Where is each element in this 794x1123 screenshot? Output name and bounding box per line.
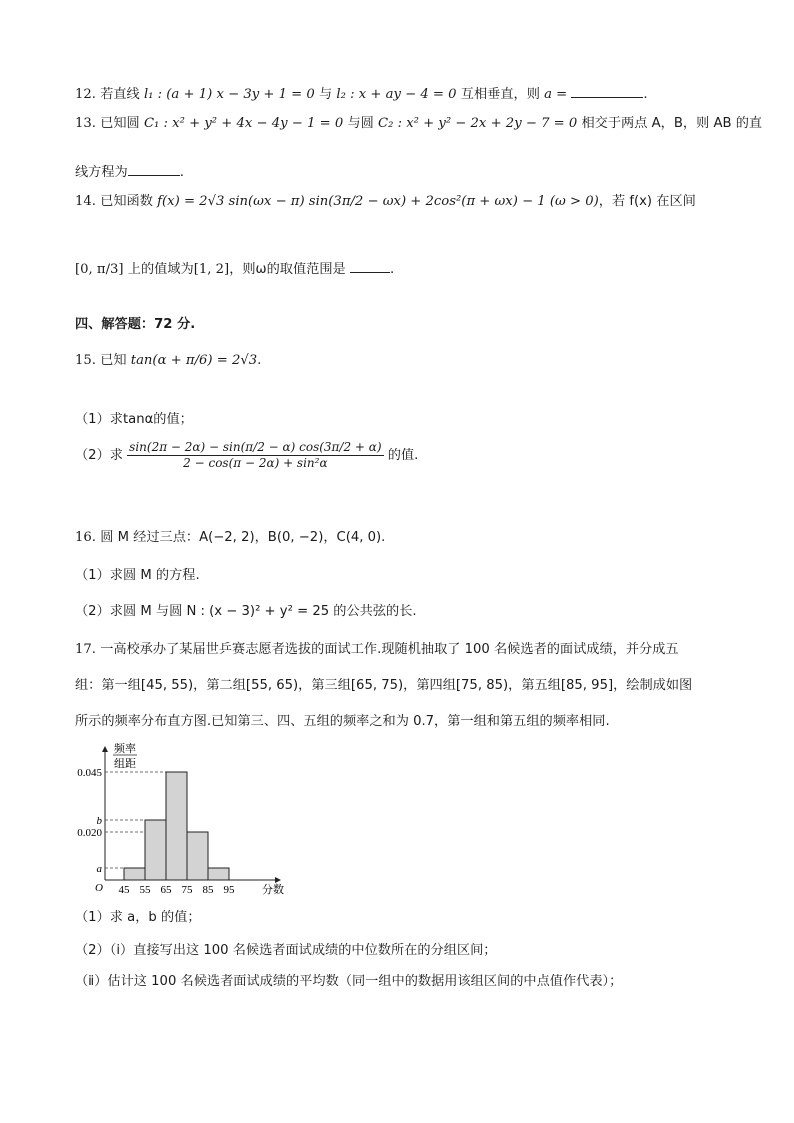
y-axis-arrow: [102, 746, 108, 752]
x-tick-label: 75: [181, 884, 193, 896]
histogram-bar: [124, 868, 145, 880]
answer-blank[interactable]: [128, 163, 180, 176]
q-text: 已知: [100, 353, 127, 368]
origin-label: O: [95, 882, 103, 894]
punct: .: [389, 262, 395, 277]
math-expression: l₁ : (a + 1) x − 3y + 1 = 0: [143, 87, 315, 102]
q-text: 与: [319, 87, 333, 102]
question-13: [75, 115, 762, 133]
q-text: 已知圆: [100, 116, 140, 131]
answer-blank[interactable]: [350, 260, 390, 273]
y-tick-label: a: [96, 863, 102, 875]
q17-line2: 组：第一组[45, 55)，第二组[55, 65)，第三组[65, 75)，第四组[75, 85)，第五组[85, 95]，绘制成如图: [75, 678, 693, 693]
q-text: 相交于两点 A，B，则 AB 的直: [581, 116, 763, 131]
x-tick-label: 95: [223, 884, 235, 896]
q-text: ，则ω的取值范围是: [229, 262, 346, 277]
x-axis-label: 分数: [262, 884, 284, 896]
q16-part2: （2）求圆 M 与圆 N : (x − 3)² + y² = 25 的公共弦的长.: [75, 604, 417, 619]
q17-part2i: （2）（ⅰ）直接写出这 100 名候选者面试成绩的中位数所在的分组区间；: [75, 943, 497, 958]
math-expression: C₂ : x² + y² − 2x + 2y − 7 = 0: [378, 116, 578, 131]
math-expression: tan(α + π/6) = 2√3: [130, 353, 258, 368]
frequency-histogram: [70, 740, 300, 900]
q-text: 若直线: [100, 87, 140, 102]
question-15: [75, 352, 261, 370]
y-tick-label: 0.020: [77, 827, 102, 839]
q-number: 13.: [75, 116, 96, 131]
math-expression: [0, π/3]: [75, 262, 124, 277]
x-tick-label: 65: [160, 884, 172, 896]
q-text: （2）求: [75, 448, 123, 463]
math-expression: C₁ : x² + y² + 4x − 4y − 1 = 0: [143, 116, 344, 131]
question-16: [75, 529, 385, 547]
q-text: 互相垂直，则: [460, 87, 540, 102]
y-axis-label-top: 频率: [114, 743, 136, 755]
question-12: [75, 85, 648, 104]
punct: .: [257, 353, 262, 368]
q-text: 一高校承办了某届世乒赛志愿者选拔的面试工作.现随机抽取了 100 名候选者的面试成绩，并分成五: [100, 642, 679, 657]
q17-part2ii: （ⅱ）估计这 100 名候选者面试成绩的平均数（同一组中的数据用该组区间的中点值作代表）；: [75, 974, 623, 989]
y-axis-label-bottom: 组距: [114, 758, 136, 770]
x-tick-label: 85: [202, 884, 214, 896]
q-text: 上的值域为: [127, 262, 194, 277]
fraction-numerator: sin(2π − 2α) − sin(π/2 − α) cos(3π/2 + α): [129, 440, 382, 454]
q-text: 与圆: [347, 116, 374, 131]
q-text: 已知函数: [100, 194, 153, 209]
q-text: 线方程为: [75, 165, 128, 180]
histogram-bar: [145, 820, 166, 880]
question-17: [75, 641, 679, 659]
fraction: [127, 440, 383, 471]
x-tick-label: 55: [139, 884, 151, 896]
q-number: 15.: [75, 353, 96, 368]
question-14: [75, 193, 696, 211]
x-tick-label: 45: [118, 884, 130, 896]
x-axis-arrow: [275, 877, 281, 883]
q16-part1: （1）求圆 M 的方程.: [75, 568, 200, 583]
q-number: 16.: [75, 530, 96, 545]
q-number: 14.: [75, 194, 96, 209]
question-14-cont: [75, 260, 394, 279]
y-tick-label: b: [96, 815, 102, 827]
punct: .: [179, 165, 184, 180]
math-expression: f(x) = 2√3 sin(ωx − π) sin(3π/2 − ωx) + 2cos²(π + ωx) − 1 (ω > 0): [157, 194, 599, 209]
q17-part1: （1）求 a，b 的值；: [75, 910, 201, 925]
section-heading: 四、解答题：72 分.: [75, 317, 196, 332]
answer-blank[interactable]: [571, 85, 643, 98]
q-text: 圆 M 经过三点：A(−2, 2)，B(0, −2)，C(4, 0).: [100, 530, 386, 545]
q15-part1: （1）求tanα的值；: [75, 412, 193, 427]
punct: .: [643, 87, 648, 102]
chart-bars: [124, 772, 229, 880]
fraction-denominator: 2 − cos(π − 2α) + sin²α: [183, 456, 328, 470]
q17-line3: 所示的频率分布直方图.已知第三、四、五组的频率之和为 0.7，第一组和第五组的频率相同.: [75, 714, 610, 729]
histogram-bar: [187, 832, 208, 880]
q-text: ，若 f(x) 在区间: [598, 194, 696, 209]
question-13-cont: [75, 163, 184, 182]
math-expression: a =: [544, 87, 568, 102]
q-number: 12.: [75, 87, 96, 102]
histogram-bar: [166, 772, 187, 880]
q-text: 的值.: [387, 448, 419, 463]
math-expression: [1, 2]: [193, 262, 230, 277]
q-number: 17.: [75, 642, 96, 657]
histogram-bar: [208, 868, 229, 880]
y-tick-label: 0.045: [77, 767, 102, 779]
q15-part2: [75, 440, 418, 471]
math-expression: l₂ : x + ay − 4 = 0: [336, 87, 457, 102]
